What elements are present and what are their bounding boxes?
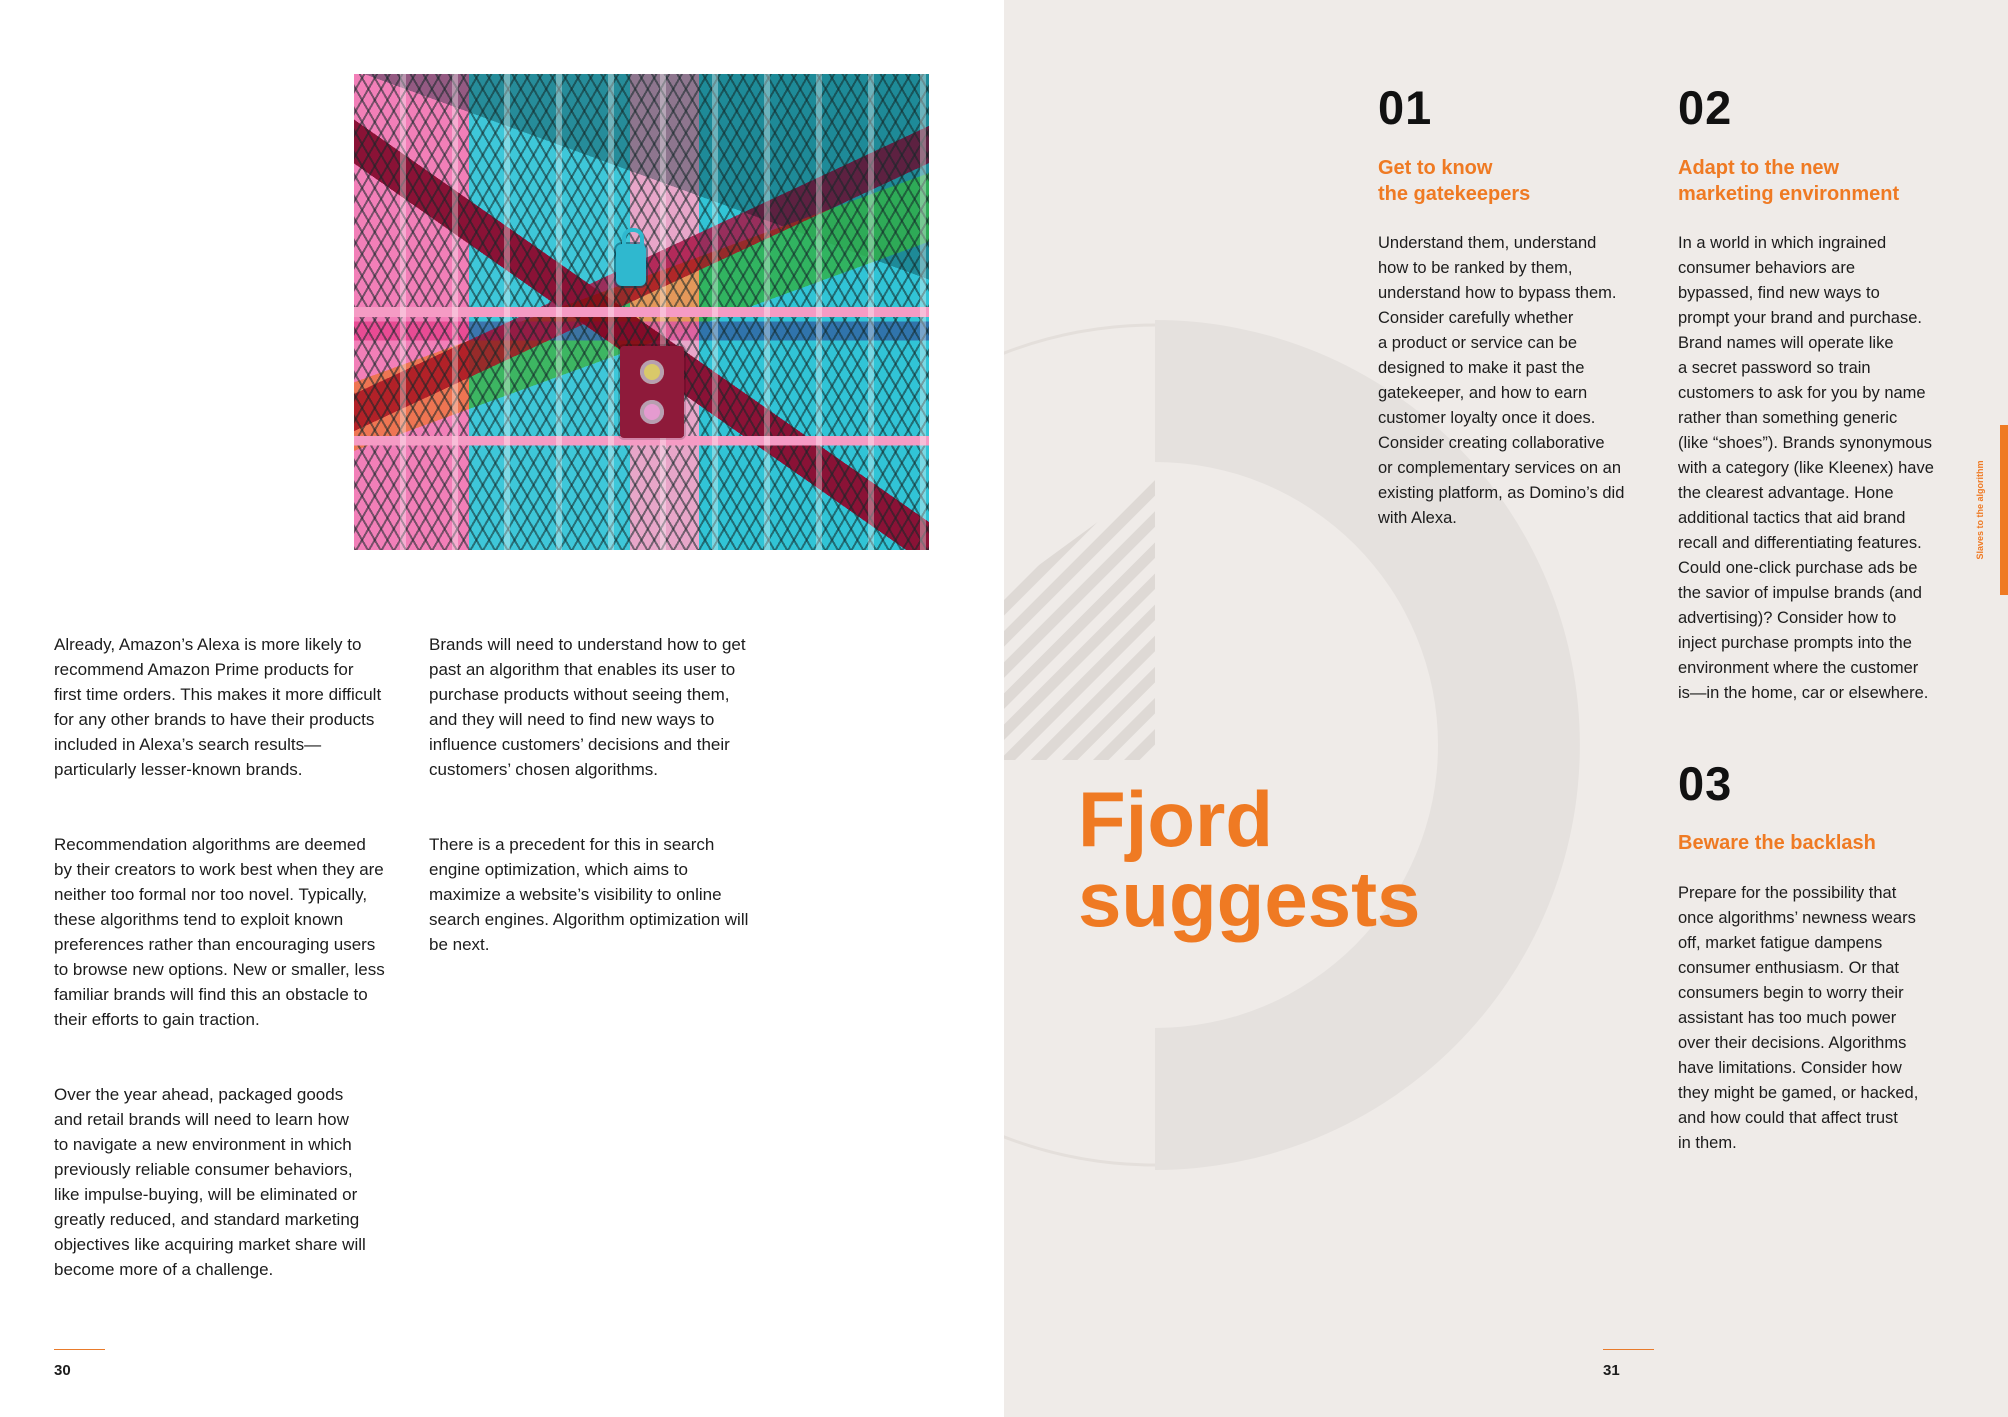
headline-line: suggests xyxy=(1078,855,1421,943)
item-text-01: Understand them, understand how to be ranked by them, understand how to bypass them. Consider carefully whether a product or service can be designed to make it past the gatekeeper, and how to earn customer loyalty once it does. Consider creating collaborative or complementary services on an existing platform, as Domino’s did with Alexa. xyxy=(1378,234,1625,527)
page-number: 31 xyxy=(1603,1362,1620,1379)
page-number: 30 xyxy=(54,1362,71,1379)
item-number-03: 03 xyxy=(1678,757,1733,810)
fjord-suggests-headline xyxy=(1078,775,1421,943)
section-side-label: Slaves to the algorithm xyxy=(1975,460,1985,560)
item-text-02: In a world in which ingrained consumer behaviors are bypassed, find new ways to prompt your brand and purchase. Brand names will operate like a secret password so train customers to ask for you by name rather than something generic (like “shoes”). Brands synonymous with a category (like Kleenex) have the clearest advantage. Hone additional tactics that aid brand recall and differentiating features. Could one-click purchase ads be the savior of impulse brands (and advertising)? Consider how to inject purchase prompts into the environment where the customer is—in the home, car or elsewhere. xyxy=(1678,234,1934,702)
right-text-column xyxy=(429,607,799,1007)
paragraph: There is a precedent for this in search engine optimization, which aims to maximize a website’s visibility to online search engines. Algorithm optimization will be next. xyxy=(429,835,749,954)
item-number-02: 02 xyxy=(1678,81,1733,134)
item-title-01: Get to know the gatekeepers xyxy=(1378,157,1531,205)
section-side-tab xyxy=(2000,425,2008,595)
headline-line: Fjord xyxy=(1078,775,1273,863)
padlock-icon xyxy=(616,244,646,286)
painted-mesh-gate-photo xyxy=(354,74,929,550)
item-number-01: 01 xyxy=(1378,81,1433,134)
paragraph: Over the year ahead, packaged goods and retail brands will need to learn how to navigate a new environment in which previously reliable consumer behaviors, like impulse-buying, will be eliminated or greatly reduced, and standard marketing objectives like acquiring market share will become more of a challenge. xyxy=(54,1085,366,1279)
door-handle-plate xyxy=(620,346,684,438)
item-title-03: Beware the backlash xyxy=(1678,832,1876,854)
paragraph: Brands will need to understand how to get past an algorithm that enables its user to purchase products without seeing them, and they will need to find new ways to influence customers’ decisions and their customers’ chosen algorithms. xyxy=(429,635,746,779)
item-text-03: Prepare for the possibility that once algorithms’ newness wears off, market fatigue dampens consumer enthusiasm. Or that consumers begin to worry their assistant has too much power over their decisions. Algorithms have limitations. Consider how they might be gamed, or hacked, and how could that affect trust in them. xyxy=(1678,884,1919,1152)
item-title-02: Adapt to the new marketing environment xyxy=(1678,157,1900,205)
paragraph: Recommendation algorithms are deemed by their creators to work best when they are neither too formal nor too novel. Typically, these algorithms tend to exploit known preferences rather than encouraging users to browse new options. New or smaller, less familiar brands will find this an obstacle to their efforts to gain traction. xyxy=(54,835,385,1029)
right-page xyxy=(1004,0,2008,1417)
page-number-rule xyxy=(1603,1349,1654,1350)
paragraph: Already, Amazon’s Alexa is more likely to recommend Amazon Prime products for first time orders. This makes it more difficult for any other brands to have their products included in Alexa’s search results— particularly lesser-known brands. xyxy=(54,635,382,779)
left-text-column xyxy=(54,607,414,1332)
page-number-rule xyxy=(54,1349,105,1350)
